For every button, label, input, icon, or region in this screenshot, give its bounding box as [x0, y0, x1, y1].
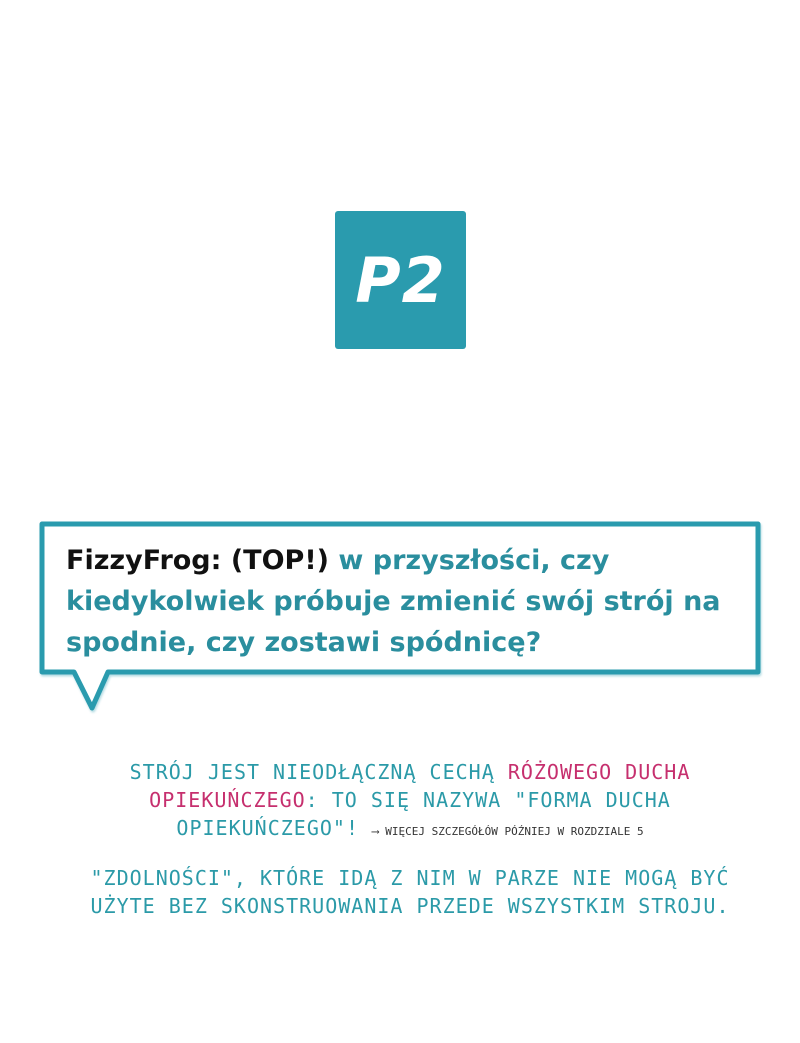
answer-highlight: RÓŻOWEGO DUCHA OPIEKUŃCZEGO	[149, 760, 691, 812]
side-note-arrow: ⟶	[372, 825, 379, 838]
question-text	[66, 540, 726, 663]
side-note-text: WIĘCEJ SZCZEGÓŁÓW PÓŹNIEJ W ROZDZIALE 5	[385, 825, 644, 838]
question-asker: FizzyFrog: (TOP!)	[66, 545, 329, 576]
answer-paragraph-2: "ZDOLNOŚCI", KTÓRE IDĄ Z NIM W PARZE NIE MOGĄ BYĆ UŻYTE BEZ SKONSTRUOWANIA PRZEDE WSZYSTKIM STROJU.	[90, 866, 730, 918]
answer-part-1: STRÓJ JEST NIEODŁĄCZNĄ CECHĄ	[129, 760, 495, 784]
page-badge	[335, 211, 466, 349]
answer-part-2: : TO SIĘ NAZYWA "FORMA DUCHA OPIEKUŃCZEGO"!	[176, 788, 671, 840]
side-note	[372, 825, 644, 838]
page-badge-label: P2	[355, 243, 446, 317]
question-body: w przyszłości, czy kiedykolwiek próbuje zmienić swój strój na spodnie, czy zostawi spódnicę?	[66, 545, 721, 658]
answer-paragraph-1	[60, 758, 760, 846]
